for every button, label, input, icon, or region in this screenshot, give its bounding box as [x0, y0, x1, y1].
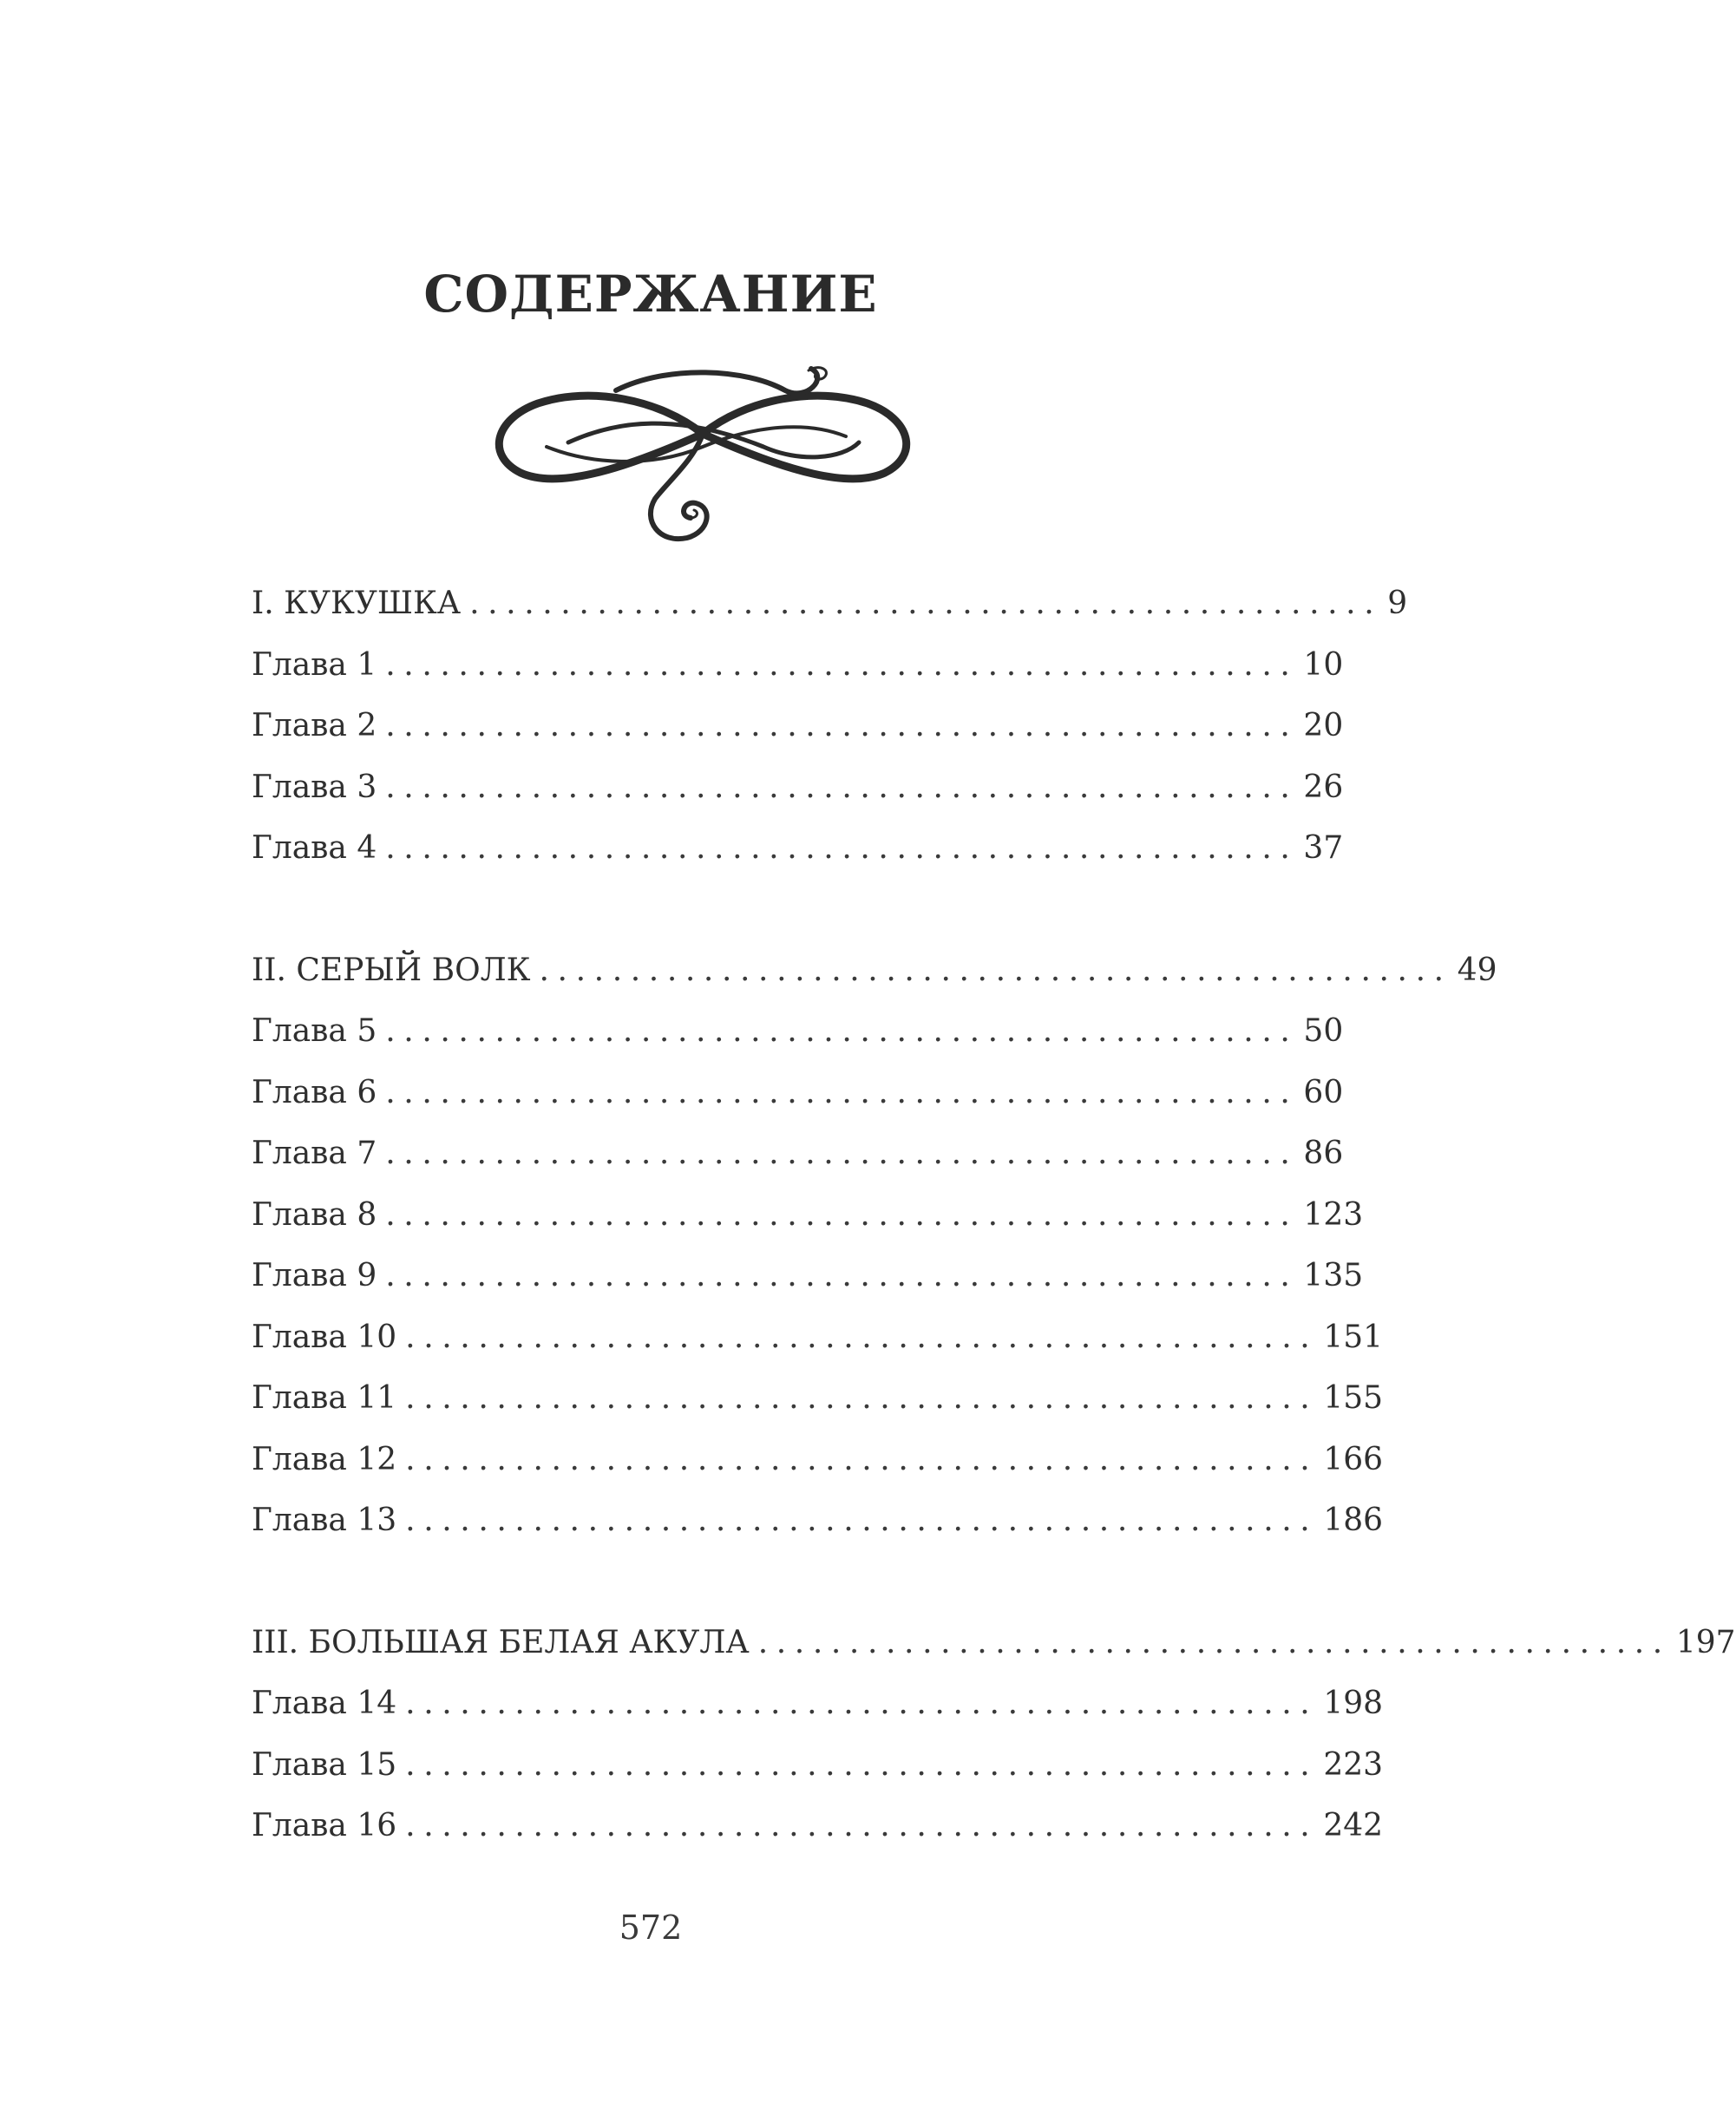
toc-chapter-entry[interactable]: [252, 830, 1344, 892]
toc-section: [252, 952, 1497, 1564]
page-number: 572: [619, 1909, 683, 1947]
toc-entry-page: 37: [1303, 830, 1344, 866]
dot-leader: ..................................................: [385, 830, 1299, 866]
toc-entry-page: 10: [1303, 646, 1344, 683]
toc-chapter-entry[interactable]: [252, 1074, 1344, 1136]
toc-part-entry[interactable]: [252, 586, 1408, 647]
dot-leader: ..................................................: [385, 1196, 1299, 1233]
toc-chapter-entry[interactable]: [252, 1013, 1344, 1075]
toc-chapter-entry[interactable]: [252, 646, 1344, 709]
toc-entry-label: Глава 6: [252, 1074, 377, 1110]
toc-entry-page: 123: [1303, 1196, 1364, 1233]
toc-entry-label: Глава 9: [252, 1258, 377, 1293]
toc-entry-page: 223: [1323, 1746, 1384, 1783]
toc-entry-page: 166: [1323, 1441, 1384, 1477]
toc-entry-page: 198: [1323, 1686, 1384, 1721]
dot-leader: ..................................................: [385, 646, 1299, 683]
dot-leader: ..................................................: [385, 1013, 1299, 1049]
toc-entry-page: 135: [1303, 1258, 1364, 1293]
toc-entry-page: 20: [1303, 708, 1344, 743]
toc-entry-page: 9: [1387, 586, 1408, 621]
toc-entry-label: Глава 8: [252, 1196, 377, 1233]
toc-entry-label: I. КУКУШКА: [252, 586, 462, 621]
toc-entry-label: Глава 11: [252, 1380, 397, 1416]
toc-chapter-entry[interactable]: [252, 1258, 1364, 1319]
dot-leader: ..................................................: [405, 1380, 1319, 1416]
toc-entry-label: Глава 4: [252, 830, 377, 866]
toc-entry-page: 86: [1303, 1136, 1344, 1171]
toc-entry-label: Глава 10: [252, 1319, 397, 1355]
toc-section: [252, 586, 1408, 892]
toc-entry-label: Глава 14: [252, 1686, 397, 1721]
toc-chapter-entry[interactable]: [252, 708, 1344, 769]
toc-part-entry[interactable]: [252, 952, 1497, 1014]
toc-entry-page: 50: [1303, 1013, 1344, 1049]
toc-chapter-entry[interactable]: [252, 769, 1344, 831]
dot-leader: ..................................................: [539, 952, 1452, 988]
toc-entry-page: 151: [1323, 1319, 1384, 1355]
toc-entry-label: Глава 13: [252, 1503, 397, 1538]
toc-entry-label: Глава 1: [252, 646, 377, 683]
toc-section: [252, 1624, 1736, 1870]
toc-entry-label: II. СЕРЫЙ ВОЛК: [252, 952, 531, 988]
toc-entry-label: Глава 16: [252, 1808, 397, 1843]
dot-leader: ..................................................: [405, 1503, 1319, 1538]
page-title: СОДЕРЖАНИЕ: [423, 265, 878, 324]
toc-entry-page: 60: [1303, 1074, 1344, 1110]
toc-entry-label: Глава 15: [252, 1746, 397, 1783]
dot-leader: ..................................................: [385, 1258, 1299, 1293]
toc-entry-page: 155: [1323, 1380, 1384, 1416]
toc-entry-label: Глава 3: [252, 769, 377, 805]
flourish-divider-icon: [486, 351, 920, 547]
toc-entry-page: 26: [1303, 769, 1344, 805]
toc-entry-page: 197: [1675, 1624, 1736, 1660]
toc-entry-label: III. БОЛЬШАЯ БЕЛАЯ АКУЛА: [252, 1624, 750, 1660]
toc-entry-label: Глава 5: [252, 1013, 377, 1049]
toc-entry-page: 49: [1457, 952, 1497, 988]
dot-leader: ..................................................: [405, 1319, 1319, 1355]
toc-chapter-entry[interactable]: [252, 1136, 1344, 1197]
toc-entry-page: 242: [1323, 1808, 1384, 1843]
toc-chapter-entry[interactable]: [252, 1746, 1384, 1809]
dot-leader: ..................................................: [405, 1808, 1319, 1843]
toc-chapter-entry[interactable]: [252, 1319, 1384, 1381]
dot-leader: ..................................................: [757, 1624, 1671, 1660]
dot-leader: ..................................................: [469, 586, 1383, 621]
toc-chapter-entry[interactable]: [252, 1503, 1384, 1564]
dot-leader: ..................................................: [385, 1136, 1299, 1171]
dot-leader: ..................................................: [405, 1686, 1319, 1721]
dot-leader: ..................................................: [385, 708, 1299, 743]
toc-entry-label: Глава 12: [252, 1441, 397, 1477]
toc-chapter-entry[interactable]: [252, 1380, 1384, 1442]
dot-leader: ..................................................: [385, 1074, 1299, 1110]
dot-leader: ..................................................: [385, 769, 1299, 805]
toc-chapter-entry[interactable]: [252, 1196, 1364, 1259]
toc-entry-page: 186: [1323, 1503, 1384, 1538]
toc-part-entry[interactable]: [252, 1624, 1736, 1686]
toc-entry-label: Глава 2: [252, 708, 377, 743]
table-of-contents: [252, 586, 1736, 1930]
toc-chapter-entry[interactable]: [252, 1441, 1384, 1503]
toc-entry-label: Глава 7: [252, 1136, 377, 1171]
dot-leader: ..................................................: [405, 1441, 1319, 1477]
toc-chapter-entry[interactable]: [252, 1686, 1384, 1747]
dot-leader: ..................................................: [405, 1746, 1319, 1783]
toc-chapter-entry[interactable]: [252, 1808, 1384, 1870]
